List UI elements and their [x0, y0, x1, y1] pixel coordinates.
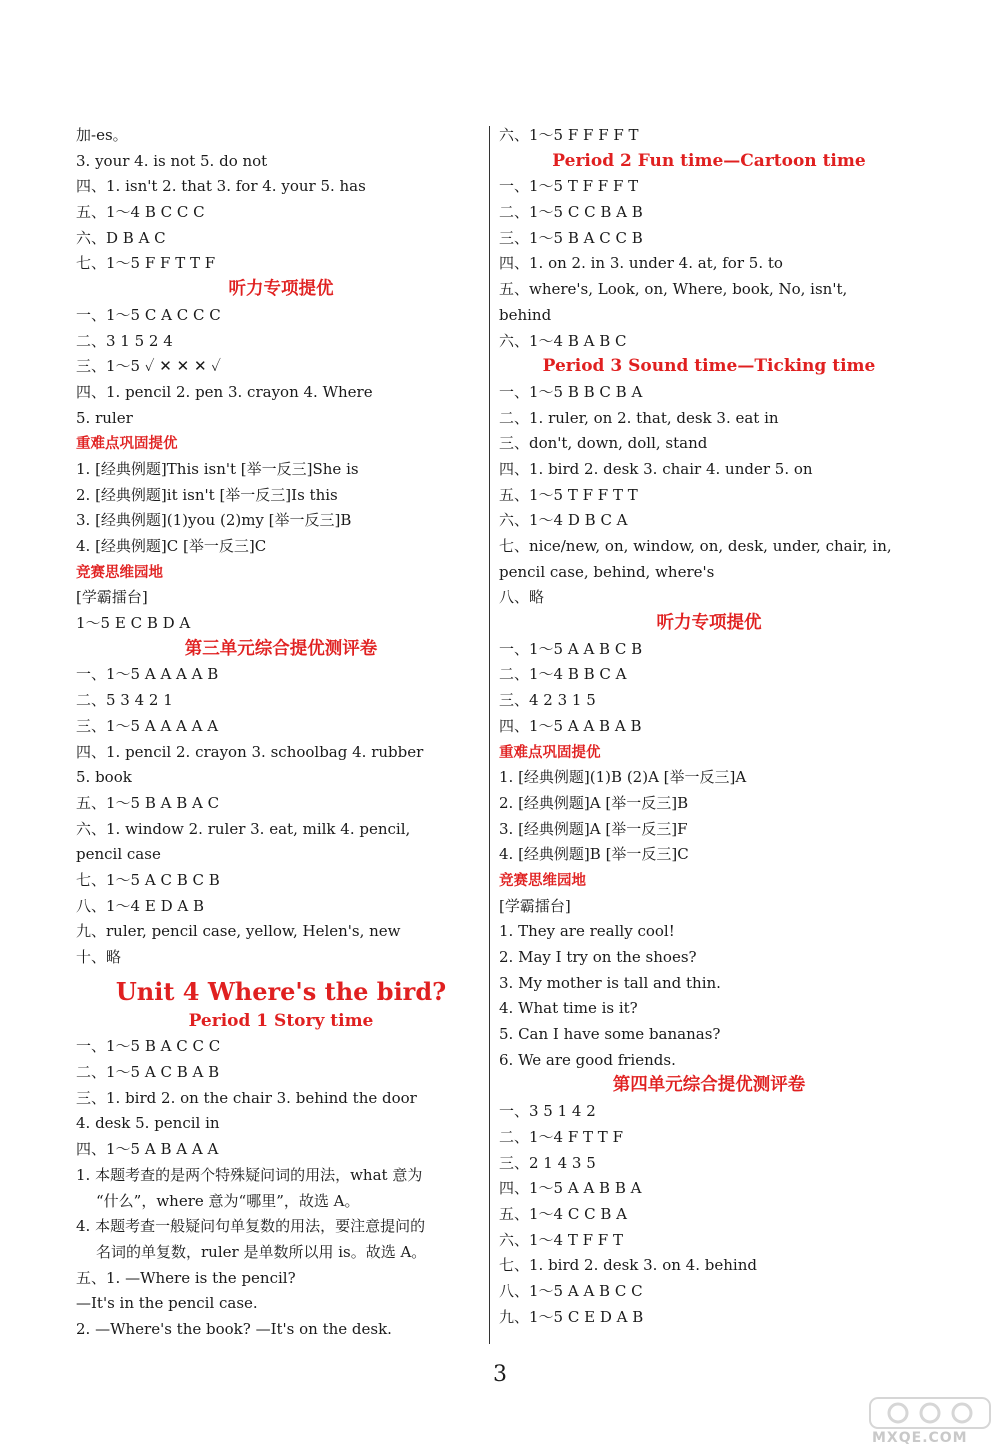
answer-line: 2. May I try on the shoes?	[499, 948, 697, 966]
section-heading-unit4-test: 第四单元综合提优测评卷	[612, 1075, 806, 1096]
answer-line: 六、1～4 D B C A	[499, 511, 628, 530]
section-label-competition: 竞赛思维园地	[499, 871, 586, 889]
answer-line: 七、1～5 A C B C B	[76, 870, 220, 889]
answer-line: 加-es。	[76, 126, 128, 144]
answer-line: 5. ruler	[76, 408, 133, 427]
answer-line: 四、1～5 A A B B A	[499, 1179, 642, 1198]
explanation-line: “什么”，where 意为“哪里”，故选 A。	[96, 1191, 360, 1210]
explanation-line: 4. 本题考查一般疑问句单复数的用法，要注意提问的	[76, 1217, 426, 1236]
answer-line: 1. [经典例题](1)B (2)A [举一反三]A	[499, 768, 747, 787]
answer-line: 六、1. window 2. ruler 3. eat, milk 4. pencil,	[76, 819, 411, 838]
answer-line: 4. [经典例题]C [举一反三]C	[76, 537, 267, 555]
answer-line: 三、1. bird 2. on the chair 3. behind the door	[76, 1088, 417, 1107]
answer-line: 2. [经典例题]A [举一反三]B	[499, 793, 689, 812]
section-heading-unit3-test: 第三单元综合提优测评卷	[184, 638, 378, 659]
answer-line: 四、1. bird 2. desk 3. chair 4. under 5. on	[499, 459, 813, 478]
answer-line: 三、1～5 A A A A A	[76, 716, 219, 735]
answer-line: 二、1～5 A C B A B	[76, 1063, 220, 1082]
answer-line: 七、nice/new, on, window, on, desk, under, chair, in,	[499, 537, 892, 555]
answer-line: 四、1. on 2. in 3. under 4. at, for 5. to	[499, 254, 783, 273]
answer-line: 二、5 3 4 2 1	[76, 691, 173, 710]
period-heading: Period 3 Sound time—Ticking time	[542, 356, 876, 377]
answer-line: 二、1～5 C C B A B	[499, 203, 643, 222]
answer-line: 一、1～5 T F F F T	[499, 177, 639, 196]
answer-line: 六、D B A C	[76, 228, 166, 247]
section-label-competition: 竞赛思维园地	[76, 563, 163, 581]
answer-line: 一、1～5 B B C B A	[499, 382, 643, 401]
answer-line: 一、3 5 1 4 2	[499, 1102, 596, 1121]
answer-line: 一、1～5 B A C C C	[76, 1037, 221, 1056]
answer-line: 六、1～4 B A B C	[499, 331, 627, 350]
answer-line: pencil case, behind, where's	[499, 562, 715, 581]
answer-line: 3. My mother is tall and thin.	[499, 973, 721, 992]
answer-line: 4. desk 5. pencil in	[76, 1114, 220, 1133]
answer-line: 八、1～5 A A B C C	[499, 1281, 643, 1300]
section-label-key-points: 重难点巩固提优	[499, 743, 601, 761]
section-heading-listening: 听力专项提优	[656, 613, 762, 634]
answer-line: 一、1～5 A A A A B	[76, 665, 219, 684]
answer-line: 二、1～4 B B C A	[499, 665, 627, 684]
answer-line: 三、1～5 ✓ ✕ ✕ ✕ ✓	[76, 357, 221, 376]
answer-line: 1. [经典例题]This isn't [举一反三]She is	[76, 459, 359, 478]
section-label-key-points: 重难点巩固提优	[76, 435, 178, 453]
answer-line: 九、1～5 C E D A B	[499, 1307, 644, 1326]
answer-line: 二、1～4 F T T F	[499, 1127, 623, 1146]
answer-line: 二、1. ruler, on 2. that, desk 3. eat in	[499, 408, 779, 427]
answer-line: 4. [经典例题]B [举一反三]C	[499, 845, 689, 864]
explanation-line: 名词的单复数，ruler 是单数所以用 is。故选 A。	[96, 1242, 427, 1261]
answer-line: 一、1～5 C A C C C	[76, 305, 221, 324]
answer-line: 三、2 1 4 3 5	[499, 1153, 596, 1172]
answer-line: 四、1. isn't 2. that 3. for 4. your 5. has	[76, 177, 366, 196]
answer-line: 五、1. —Where is the pencil?	[76, 1268, 296, 1287]
answer-line: 六、1～5 F F F F T	[499, 126, 639, 144]
answer-line: 5. book	[76, 768, 132, 787]
answer-line: 四、1. pencil 2. pen 3. crayon 4. Where	[76, 382, 373, 401]
right-column	[499, 123, 919, 1330]
answer-line: 2. —Where's the book? —It's on the desk.	[76, 1319, 392, 1338]
answer-line: —It's in the pencil case.	[76, 1294, 258, 1313]
left-column	[76, 123, 486, 1343]
answer-line: 三、don't, down, doll, stand	[499, 434, 708, 453]
answer-line: 3. [经典例题](1)you (2)my [举一反三]B	[76, 511, 352, 530]
explanation-line: 1. 本题考查的是两个特殊疑问词的用法，what 意为	[76, 1165, 423, 1184]
answer-line: 五、where's, Look, on, Where, book, No, isn't,	[499, 280, 848, 299]
answer-line: 九、ruler, pencil case, yellow, Helen's, new	[76, 922, 401, 941]
answer-line: pencil case	[76, 845, 161, 864]
answer-line: behind	[499, 305, 552, 324]
answer-line: 四、1～5 A B A A A	[76, 1140, 219, 1159]
answer-line: 七、1. bird 2. desk 3. on 4. behind	[499, 1256, 757, 1275]
page-number: 3	[493, 1362, 507, 1387]
answer-line: [学霸擂台]	[499, 896, 571, 915]
answer-line: [学霸擂台]	[76, 588, 148, 607]
answer-line: 5. Can I have some bananas?	[499, 1025, 721, 1044]
answer-line: 一、1～5 A A B C B	[499, 639, 643, 658]
answer-line: 2. [经典例题]it isn't [举一反三]Is this	[76, 485, 338, 504]
answer-line: 十、略	[76, 948, 122, 966]
answer-line: 四、1～5 A A B A B	[499, 716, 642, 735]
answer-line: 五、1～5 B A B A C	[76, 793, 220, 812]
answer-line: 六、1～4 T F F T	[499, 1230, 623, 1249]
column-divider	[489, 126, 490, 1344]
period-heading: Period 2 Fun time—Cartoon time	[552, 150, 866, 171]
answer-line: 八、略	[499, 588, 545, 607]
answer-line: 四、1. pencil 2. crayon 3. schoolbag 4. rubber	[76, 742, 424, 761]
answer-line: 1～5 E C B D A	[76, 614, 191, 633]
answer-line: 五、1～4 B C C C	[76, 203, 205, 222]
period-heading: Period 1 Story time	[188, 1010, 374, 1031]
answer-line: 八、1～4 E D A B	[76, 896, 204, 915]
answer-line: 二、3 1 5 2 4	[76, 331, 173, 350]
answer-line: 6. We are good friends.	[499, 1050, 676, 1069]
answer-line: 三、4 2 3 1 5	[499, 691, 596, 710]
answer-line: 五、1～4 C C B A	[499, 1204, 627, 1223]
section-heading-listening: 听力专项提优	[228, 279, 334, 300]
answer-line: 3. your 4. is not 5. do not	[76, 151, 268, 170]
answer-line: 五、1～5 T F F T T	[499, 485, 638, 504]
answer-line: 三、1～5 B A C C B	[499, 228, 643, 247]
answer-line: 1. They are really cool!	[499, 922, 675, 941]
answer-line: 七、1～5 F F T T F	[76, 254, 216, 273]
unit-title: Unit 4 Where's the bird?	[115, 976, 447, 1006]
watermark-text: MXQE.COM	[872, 1430, 968, 1446]
answer-line: 3. [经典例题]A [举一反三]F	[499, 819, 688, 838]
answer-line: 4. What time is it?	[499, 999, 638, 1018]
